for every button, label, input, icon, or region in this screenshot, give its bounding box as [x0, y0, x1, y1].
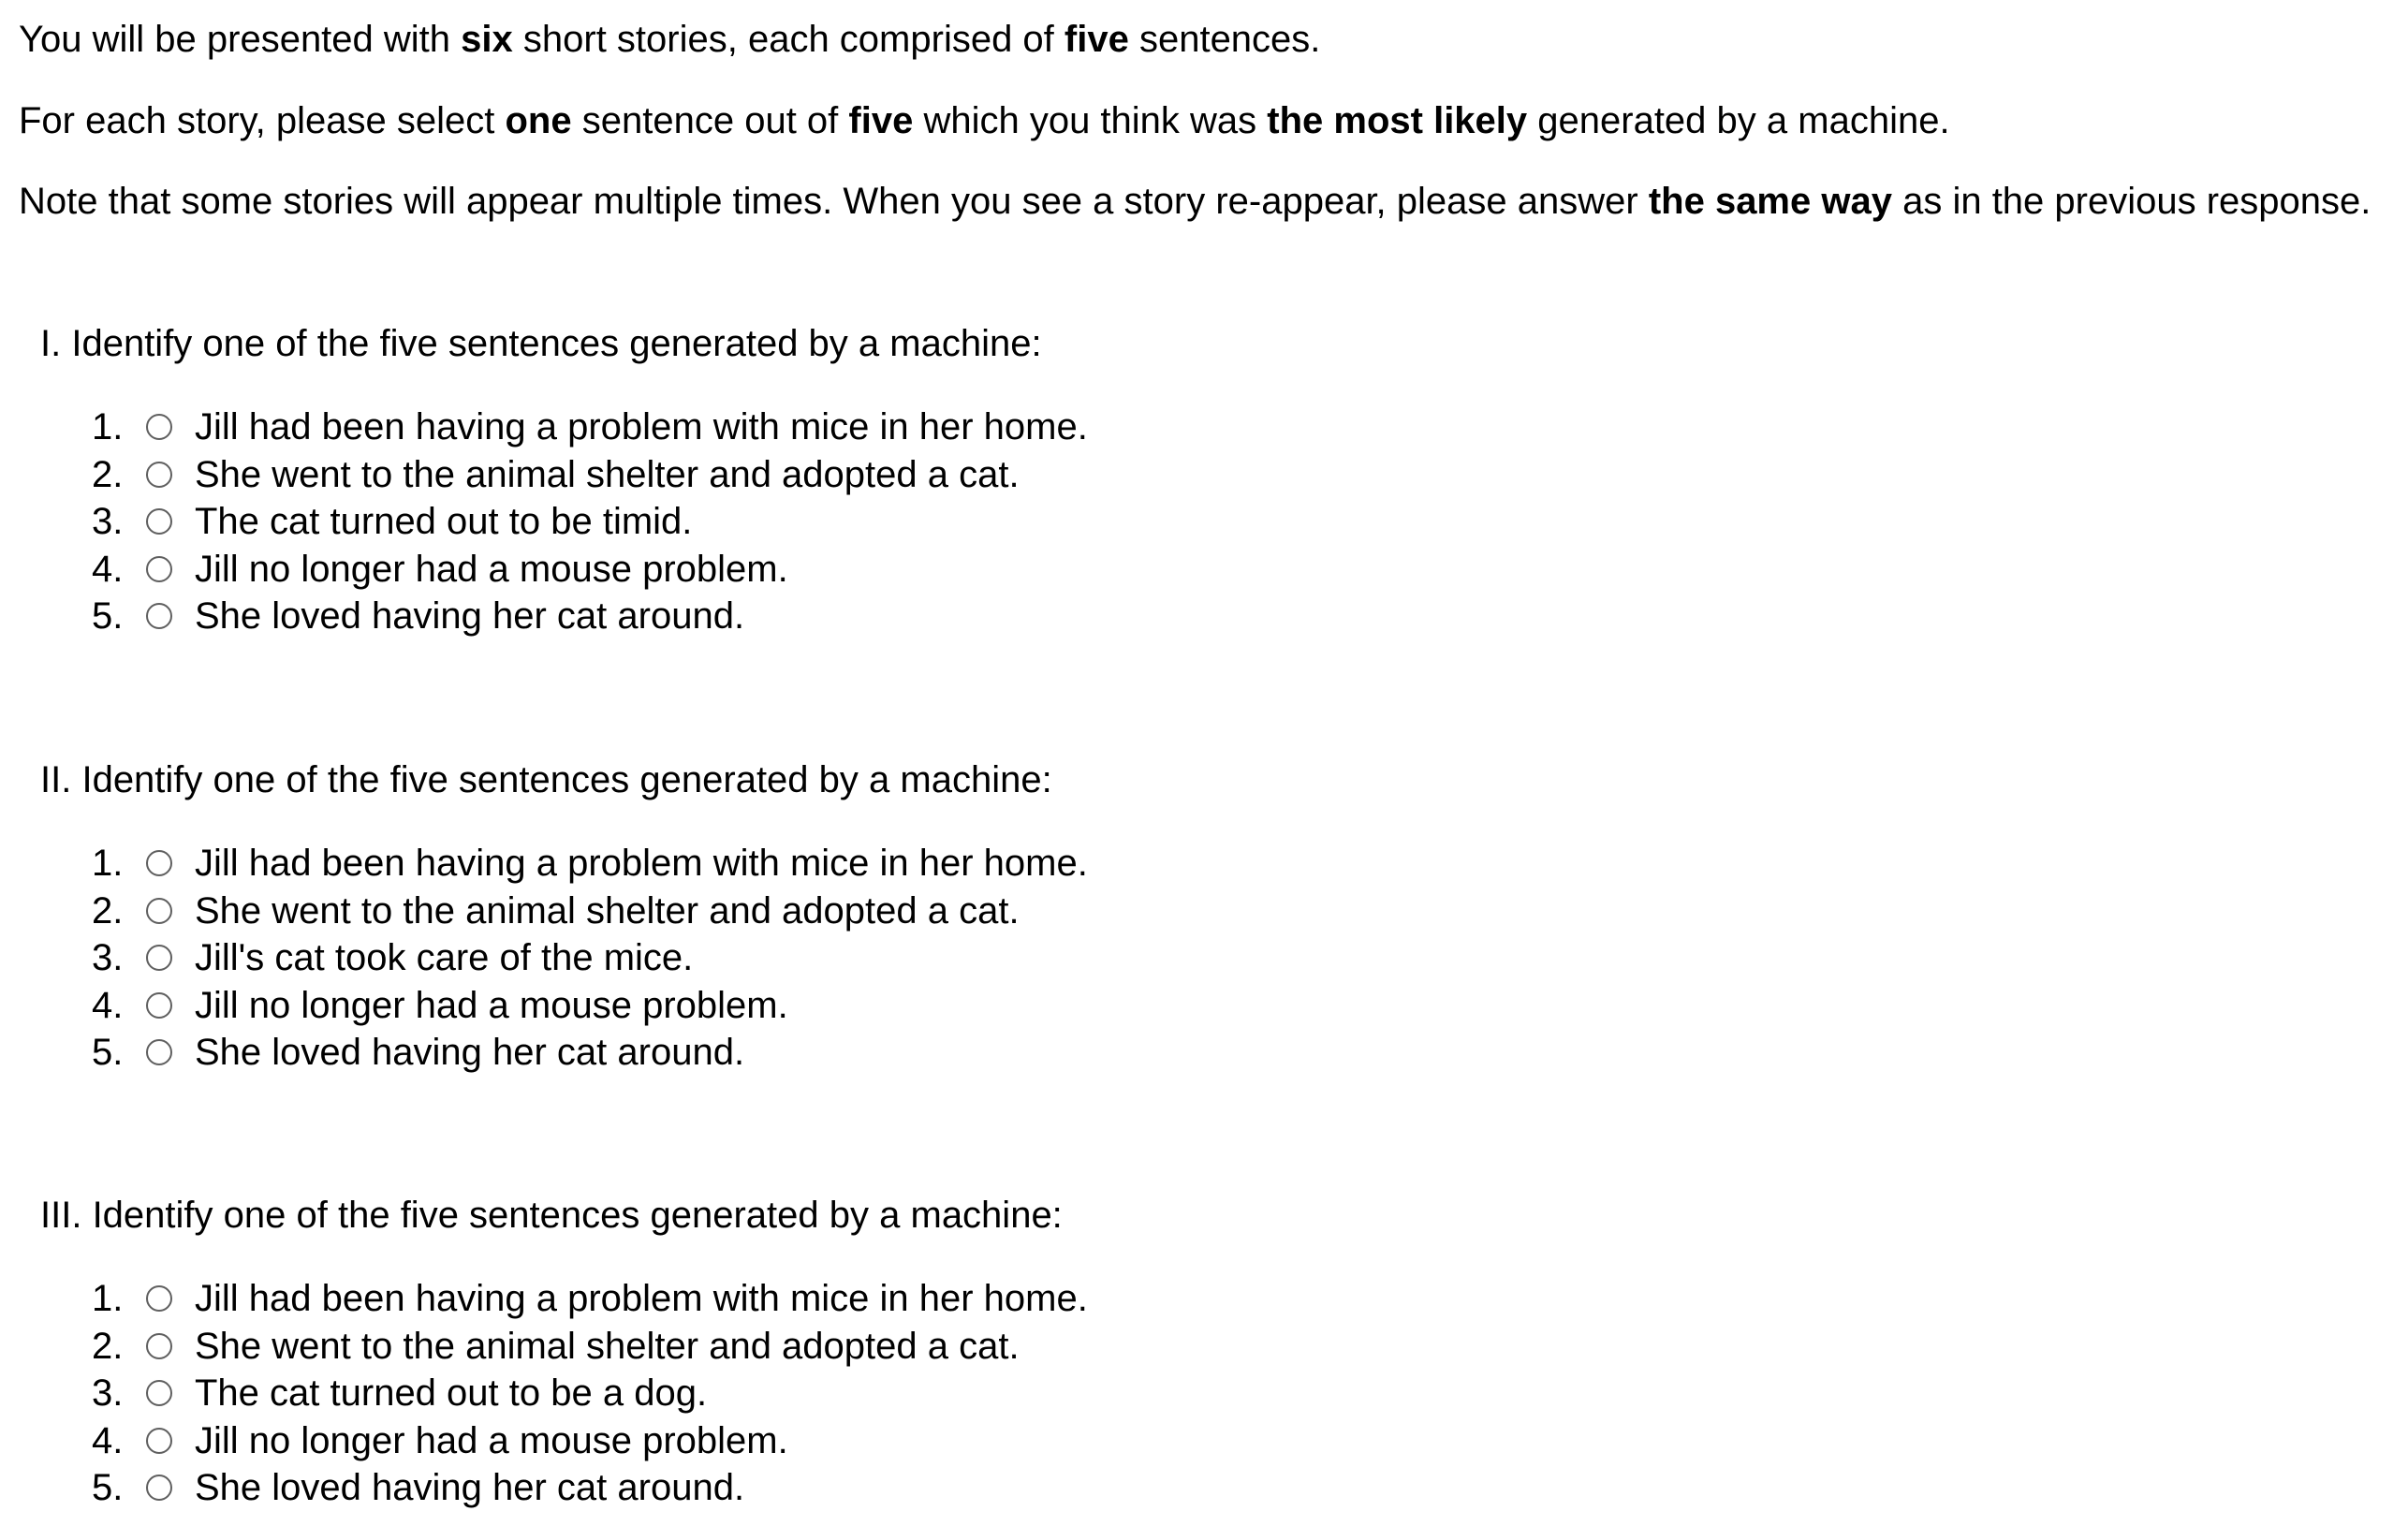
option-number: 1. [92, 843, 124, 884]
option-label[interactable]: Jill had been having a problem with mice in her home. [195, 406, 1088, 448]
instructions-line-1 [19, 16, 1320, 63]
option-number: 4. [92, 1419, 124, 1461]
option-label[interactable]: Jill had been having a problem with mice in her home. [195, 843, 1088, 884]
option-label[interactable]: Jill no longer had a mouse problem. [195, 548, 788, 590]
option-number: 4. [92, 984, 124, 1026]
option-number: 1. [92, 406, 124, 448]
option-label[interactable]: She loved having her cat around. [195, 1467, 745, 1508]
option-number: 4. [92, 548, 124, 590]
option-number: 2. [92, 1325, 124, 1367]
question-title: II. Identify one of the five sentences generated by a machine: [40, 759, 1052, 800]
question-1 [40, 320, 2287, 637]
option-number: 1. [92, 1278, 124, 1319]
option-label[interactable]: She loved having her cat around. [195, 595, 745, 637]
option-number: 3. [92, 501, 124, 542]
instruction-emphasis: six [461, 19, 513, 60]
option-number: 5. [92, 595, 124, 637]
radio-button[interactable] [146, 508, 172, 535]
instruction-text: sentences. [1128, 19, 1321, 60]
question-2 [40, 756, 2287, 1073]
option-number: 2. [92, 453, 124, 495]
radio-button[interactable] [146, 1039, 172, 1065]
instruction-text: For each story, please select [19, 100, 506, 141]
instruction-text: which you think was [913, 100, 1268, 141]
radio-button[interactable] [146, 1380, 172, 1406]
option-number: 5. [92, 1467, 124, 1508]
option-number: 2. [92, 889, 124, 932]
radio-button[interactable] [146, 1475, 172, 1501]
instruction-text: generated by a machine. [1527, 100, 1950, 141]
option-label[interactable]: Jill no longer had a mouse problem. [195, 984, 788, 1026]
option-number: 3. [92, 1372, 124, 1414]
radio-button[interactable] [146, 1285, 172, 1312]
radio-button[interactable] [146, 1428, 172, 1454]
question-title: III. Identify one of the five sentences generated by a machine: [40, 1195, 1063, 1236]
option-label[interactable]: She went to the animal shelter and adopted a cat. [195, 889, 1020, 932]
question-3 [40, 1192, 2287, 1508]
option-label[interactable]: The cat turned out to be a dog. [195, 1372, 708, 1414]
radio-button[interactable] [146, 945, 172, 971]
option-label[interactable]: She went to the animal shelter and adopted a cat. [195, 1325, 1020, 1367]
radio-button[interactable] [146, 603, 172, 629]
radio-button[interactable] [146, 556, 172, 582]
option-label[interactable]: She loved having her cat around. [195, 1032, 745, 1073]
radio-button[interactable] [146, 1333, 172, 1359]
option-label[interactable]: Jill no longer had a mouse problem. [195, 1419, 788, 1461]
instruction-text: sentence out of [571, 100, 849, 141]
radio-button[interactable] [146, 462, 172, 488]
instruction-emphasis: the most likely [1267, 100, 1528, 141]
option-label[interactable]: Jill's cat took care of the mice. [195, 937, 694, 978]
radio-button[interactable] [146, 850, 172, 876]
instruction-text: You will be presented with [19, 19, 462, 60]
instruction-emphasis: five [848, 100, 914, 141]
instruction-emphasis: the same way [1648, 181, 1892, 222]
instruction-text: Note that some stories will appear multiple times. When you see a story re-appear, please answer [19, 181, 1649, 222]
instruction-text: as in the previous response. [1891, 181, 2371, 222]
option-label[interactable]: Jill had been having a problem with mice in her home. [195, 1278, 1088, 1319]
instruction-text: short stories, each comprised of [512, 19, 1065, 60]
option-number: 5. [92, 1032, 124, 1073]
instructions-line-2 [19, 97, 1950, 144]
instruction-emphasis: one [505, 100, 572, 141]
option-number: 3. [92, 937, 124, 978]
question-title: I. Identify one of the five sentences generated by a machine: [40, 323, 1042, 364]
radio-button[interactable] [146, 414, 172, 440]
instruction-emphasis: five [1064, 19, 1129, 60]
radio-button[interactable] [146, 992, 172, 1019]
option-label[interactable]: She went to the animal shelter and adopted a cat. [195, 453, 1020, 495]
instructions-line-3 [19, 178, 2371, 225]
radio-button[interactable] [146, 898, 172, 924]
option-label[interactable]: The cat turned out to be timid. [195, 501, 693, 542]
